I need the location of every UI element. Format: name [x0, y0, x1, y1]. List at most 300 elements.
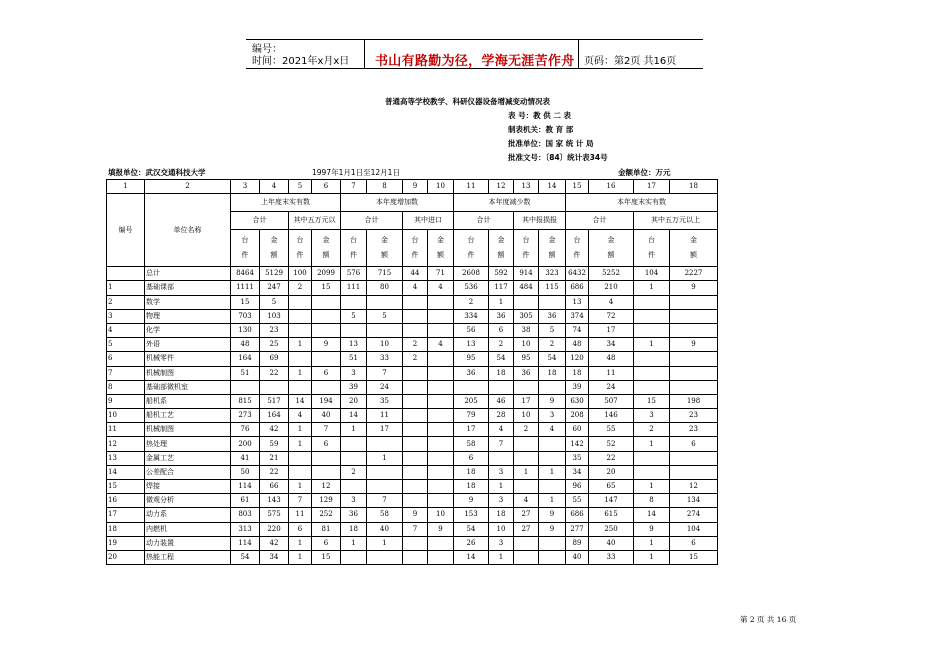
row-value: 536 — [454, 281, 489, 295]
row-value — [539, 536, 566, 550]
table-row — [107, 494, 718, 508]
row-value — [670, 323, 718, 337]
row-value: 1 — [289, 550, 312, 564]
row-value: 6 — [489, 323, 514, 337]
row-value — [514, 437, 539, 451]
unit-header-char: 金 — [690, 236, 697, 245]
row-value: 54 — [489, 352, 514, 366]
row-value: 39 — [566, 380, 589, 394]
row-value: 305 — [514, 309, 539, 323]
row-value: 5 — [367, 309, 403, 323]
row-value — [289, 323, 312, 337]
row-unit-name: 数学 — [145, 295, 231, 309]
row-value — [670, 366, 718, 380]
row-value: 1 — [367, 536, 403, 550]
row-value: 15 — [231, 295, 260, 309]
row-value: 9 — [539, 394, 566, 408]
row-value — [634, 352, 670, 366]
row-value: 914 — [514, 267, 539, 281]
row-value: 17 — [367, 423, 403, 437]
row-value — [634, 366, 670, 380]
row-value: 803 — [231, 508, 260, 522]
row-value: 18 — [341, 522, 367, 536]
row-value: 23 — [260, 323, 289, 337]
row-value: 71 — [428, 267, 454, 281]
row-value — [634, 309, 670, 323]
row-value — [428, 437, 454, 451]
row-value: 9 — [539, 522, 566, 536]
row-value — [670, 380, 718, 394]
column-number: 12 — [489, 180, 514, 194]
row-value: 51 — [231, 366, 260, 380]
sub-header: 合计 — [341, 212, 403, 230]
unit-header — [428, 230, 454, 267]
row-value: 2 — [341, 465, 367, 479]
row-value — [489, 380, 514, 394]
unit-header-char: 件 — [648, 251, 655, 260]
row-value: 9 — [670, 281, 718, 295]
row-number: 7 — [107, 366, 145, 380]
unit-header-char: 件 — [573, 251, 581, 260]
row-value — [367, 550, 403, 564]
row-value: 14 — [289, 394, 312, 408]
row-value: 8464 — [231, 267, 260, 281]
row-value: 2 — [539, 338, 566, 352]
unit-header — [341, 230, 367, 267]
row-unit-name: 物理 — [145, 309, 231, 323]
header-top-rule — [246, 39, 703, 40]
row-value: 50 — [231, 465, 260, 479]
page-label: 页码：第2页 共16页 — [584, 56, 677, 67]
row-value: 56 — [454, 323, 489, 337]
row-value — [514, 451, 539, 465]
document-number: 批准文号：〔84〕统计表34号 — [508, 153, 608, 162]
row-value — [428, 394, 454, 408]
unit-header-char: 额 — [548, 251, 556, 260]
row-value: 507 — [589, 394, 634, 408]
row-value: 103 — [260, 309, 289, 323]
row-value: 2 — [403, 338, 428, 352]
row-value: 1 — [514, 465, 539, 479]
row-value — [670, 465, 718, 479]
row-value: 6432 — [566, 267, 589, 281]
unit-header-char: 金 — [270, 236, 278, 245]
row-value: 4 — [489, 423, 514, 437]
row-value: 252 — [312, 508, 341, 522]
row-value: 89 — [566, 536, 589, 550]
row-value: 1 — [489, 295, 514, 309]
unit-header — [489, 230, 514, 267]
row-value — [489, 451, 514, 465]
table-row — [107, 409, 718, 423]
row-value: 40 — [589, 536, 634, 550]
row-value: 7 — [289, 494, 312, 508]
table-row — [107, 437, 718, 451]
row-value: 1 — [489, 550, 514, 564]
row-value: 4 — [514, 494, 539, 508]
row-value: 323 — [539, 267, 566, 281]
row-value: 146 — [589, 409, 634, 423]
column-number: 18 — [670, 180, 718, 194]
column-number: 2 — [145, 180, 231, 194]
row-value: 2 — [634, 423, 670, 437]
row-value: 3 — [489, 465, 514, 479]
row-value: 9 — [428, 522, 454, 536]
row-value: 1 — [634, 480, 670, 494]
column-number: 1 — [107, 180, 145, 194]
row-value — [341, 451, 367, 465]
row-value: 2 — [489, 338, 514, 352]
row-number: 20 — [107, 550, 145, 564]
unit-header-char: 金 — [497, 236, 505, 245]
row-value: 74 — [566, 323, 589, 337]
row-value: 100 — [289, 267, 312, 281]
row-value: 10 — [489, 522, 514, 536]
row-value: 273 — [231, 409, 260, 423]
row-value: 2 — [514, 423, 539, 437]
column-number: 6 — [312, 180, 341, 194]
row-value: 15 — [670, 550, 718, 564]
row-value: 59 — [260, 437, 289, 451]
row-value: 12 — [670, 480, 718, 494]
column-number: 7 — [341, 180, 367, 194]
unit-header — [670, 230, 718, 267]
row-value: 22 — [260, 366, 289, 380]
table-row — [107, 366, 718, 380]
row-value: 66 — [260, 480, 289, 494]
row-unit-name: 动力系 — [145, 508, 231, 522]
unit-header — [260, 230, 289, 267]
row-value: 14 — [634, 508, 670, 522]
row-value — [428, 423, 454, 437]
row-value — [428, 295, 454, 309]
unit-header-char: 金 — [437, 236, 444, 245]
row-value — [367, 465, 403, 479]
row-value — [634, 295, 670, 309]
row-value: 7 — [367, 366, 403, 380]
row-value: 61 — [231, 494, 260, 508]
row-value: 48 — [566, 338, 589, 352]
row-value — [454, 380, 489, 394]
row-number: 1 — [107, 281, 145, 295]
row-value: 21 — [260, 451, 289, 465]
table-row — [107, 536, 718, 550]
row-value: 134 — [670, 494, 718, 508]
row-unit-name: 船机工艺 — [145, 409, 231, 423]
row-value: 2 — [454, 295, 489, 309]
row-value: 15 — [634, 394, 670, 408]
row-value — [514, 536, 539, 550]
row-value: 9 — [539, 508, 566, 522]
row-value — [539, 380, 566, 394]
row-value: 1 — [489, 480, 514, 494]
column-number: 16 — [589, 180, 634, 194]
row-value: 3 — [341, 366, 367, 380]
row-value: 1 — [289, 423, 312, 437]
row-value: 1 — [634, 281, 670, 295]
unit-header-char: 台 — [573, 236, 581, 245]
row-value: 18 — [454, 465, 489, 479]
row-unit-name: 金属工艺 — [145, 451, 231, 465]
unit-header-char: 件 — [522, 251, 530, 260]
row-value — [514, 480, 539, 494]
unit-header-char: 台 — [467, 236, 475, 245]
row-value: 42 — [260, 423, 289, 437]
row-value: 34 — [566, 465, 589, 479]
unit-header-char: 件 — [411, 251, 419, 260]
amount-unit: 金额单位：万元 — [618, 168, 671, 177]
row-value: 34 — [589, 338, 634, 352]
row-value: 200 — [231, 437, 260, 451]
row-value — [428, 494, 454, 508]
row-number: 2 — [107, 295, 145, 309]
document-title: 普通高等学校教学、科研仪器设备增减变动情况表 — [385, 97, 550, 106]
row-value — [367, 480, 403, 494]
row-value: 17 — [514, 394, 539, 408]
row-unit-name: 微观分析 — [145, 494, 231, 508]
row-value: 1 — [539, 465, 566, 479]
row-number: 18 — [107, 522, 145, 536]
row-value: 54 — [454, 522, 489, 536]
unit-header-char: 额 — [497, 251, 505, 260]
row-value: 10 — [367, 338, 403, 352]
row-unit-name: 基础课部 — [145, 281, 231, 295]
row-value: 11 — [289, 508, 312, 522]
row-value: 4 — [289, 409, 312, 423]
row-value — [231, 380, 260, 394]
row-value: 52 — [589, 437, 634, 451]
row-value: 1 — [634, 437, 670, 451]
row-unit-name: 基础部微机室 — [145, 380, 231, 394]
row-value: 194 — [312, 394, 341, 408]
unit-header-char: 件 — [467, 251, 475, 260]
row-value: 1 — [289, 437, 312, 451]
table-row — [107, 508, 718, 522]
row-value — [403, 323, 428, 337]
row-number: 10 — [107, 409, 145, 423]
column-header-no: 编号 — [107, 194, 145, 267]
row-value: 40 — [566, 550, 589, 564]
unit-header-char: 件 — [350, 251, 357, 260]
row-value: 18 — [539, 366, 566, 380]
row-value: 40 — [367, 522, 403, 536]
row-value — [428, 480, 454, 494]
row-number: 4 — [107, 323, 145, 337]
column-header-name: 单位名称 — [145, 194, 231, 267]
row-value: 36 — [341, 508, 367, 522]
row-value — [403, 550, 428, 564]
row-value: 1 — [289, 480, 312, 494]
row-value — [634, 451, 670, 465]
row-unit-name: 热能工程 — [145, 550, 231, 564]
row-value — [403, 465, 428, 479]
unit-header-char: 额 — [322, 251, 330, 260]
row-value — [514, 380, 539, 394]
row-value — [260, 380, 289, 394]
row-value: 129 — [312, 494, 341, 508]
row-value: 3 — [341, 494, 367, 508]
row-value: 14 — [454, 550, 489, 564]
row-value: 33 — [589, 550, 634, 564]
row-value: 22 — [260, 465, 289, 479]
row-value: 5 — [341, 309, 367, 323]
row-value: 25 — [260, 338, 289, 352]
row-value: 111 — [341, 281, 367, 295]
row-value: 42 — [260, 536, 289, 550]
row-number: 11 — [107, 423, 145, 437]
row-value: 9 — [670, 338, 718, 352]
row-value: 6 — [670, 536, 718, 550]
approver: 批准单位：国 家 统 计 局 — [508, 139, 594, 148]
row-value: 9 — [454, 494, 489, 508]
row-value: 104 — [634, 267, 670, 281]
row-value: 1 — [367, 451, 403, 465]
row-value: 2 — [403, 352, 428, 366]
row-value: 6 — [312, 366, 341, 380]
row-number: 12 — [107, 437, 145, 451]
row-value: 65 — [589, 480, 634, 494]
row-value: 96 — [566, 480, 589, 494]
row-value — [403, 451, 428, 465]
row-value: 54 — [231, 550, 260, 564]
row-value: 2608 — [454, 267, 489, 281]
row-value: 33 — [367, 352, 403, 366]
form-number: 表 号：教 供 二 表 — [508, 111, 571, 120]
row-value: 23 — [670, 423, 718, 437]
row-value — [289, 295, 312, 309]
row-value — [428, 409, 454, 423]
unit-header — [454, 230, 489, 267]
row-value: 6 — [670, 437, 718, 451]
row-value: 48 — [231, 338, 260, 352]
row-value: 35 — [367, 394, 403, 408]
row-value — [289, 309, 312, 323]
row-value — [312, 295, 341, 309]
row-unit-name: 船机系 — [145, 394, 231, 408]
row-value: 7 — [489, 437, 514, 451]
row-value — [403, 480, 428, 494]
row-value: 334 — [454, 309, 489, 323]
row-value: 80 — [367, 281, 403, 295]
row-value: 1 — [341, 423, 367, 437]
row-number: 8 — [107, 380, 145, 394]
row-value — [428, 451, 454, 465]
row-value — [289, 352, 312, 366]
row-value — [428, 536, 454, 550]
row-value: 104 — [670, 522, 718, 536]
row-value: 34 — [260, 550, 289, 564]
row-value — [289, 465, 312, 479]
unit-header-char: 台 — [411, 236, 419, 245]
row-value — [670, 309, 718, 323]
row-number: 14 — [107, 465, 145, 479]
row-value: 6 — [289, 522, 312, 536]
row-value — [514, 295, 539, 309]
row-number: 19 — [107, 536, 145, 550]
unit-header — [289, 230, 312, 267]
row-value: 313 — [231, 522, 260, 536]
row-value: 11 — [589, 366, 634, 380]
row-value — [539, 550, 566, 564]
row-value: 247 — [260, 281, 289, 295]
row-number: 9 — [107, 394, 145, 408]
row-value: 51 — [341, 352, 367, 366]
row-number: 6 — [107, 352, 145, 366]
row-value: 28 — [489, 409, 514, 423]
row-value: 114 — [231, 536, 260, 550]
row-value: 46 — [489, 394, 514, 408]
row-value: 703 — [231, 309, 260, 323]
row-number: 5 — [107, 338, 145, 352]
row-value: 27 — [514, 522, 539, 536]
row-unit-name: 机械制图 — [145, 423, 231, 437]
row-value: 3 — [634, 409, 670, 423]
row-value: 164 — [260, 409, 289, 423]
row-value: 15 — [312, 281, 341, 295]
row-value — [367, 323, 403, 337]
row-unit-name: 热处理 — [145, 437, 231, 451]
row-value: 10 — [514, 409, 539, 423]
row-value — [341, 437, 367, 451]
row-value: 117 — [489, 281, 514, 295]
sub-header: 其中报损报 — [514, 212, 566, 230]
row-value: 6 — [312, 536, 341, 550]
row-value — [403, 380, 428, 394]
unit-header-char: 金 — [381, 236, 388, 245]
row-value: 4 — [428, 281, 454, 295]
unit-header-char: 金 — [322, 236, 330, 245]
unit-header — [589, 230, 634, 267]
row-value — [428, 352, 454, 366]
group-header: 本年度减少数 — [454, 194, 566, 212]
row-value: 374 — [566, 309, 589, 323]
row-value: 142 — [566, 437, 589, 451]
column-number: 4 — [260, 180, 289, 194]
unit-header-char: 台 — [350, 236, 357, 245]
row-value — [428, 323, 454, 337]
unit-header-char: 金 — [607, 236, 615, 245]
unit-header-char: 额 — [381, 251, 388, 260]
row-value: 205 — [454, 394, 489, 408]
unit-header-char: 台 — [522, 236, 530, 245]
header-divider-left — [364, 40, 365, 68]
row-value: 55 — [566, 494, 589, 508]
row-value: 9 — [403, 508, 428, 522]
row-value — [539, 295, 566, 309]
row-value: 15 — [312, 550, 341, 564]
row-number: 15 — [107, 480, 145, 494]
table-row — [107, 323, 718, 337]
row-value: 130 — [231, 323, 260, 337]
row-value — [428, 465, 454, 479]
row-unit-name: 动力装置 — [145, 536, 231, 550]
row-value: 55 — [589, 423, 634, 437]
row-value: 1111 — [231, 281, 260, 295]
row-value: 40 — [312, 409, 341, 423]
row-value — [428, 309, 454, 323]
row-value: 7 — [367, 494, 403, 508]
row-value: 1 — [634, 338, 670, 352]
row-value: 2227 — [670, 267, 718, 281]
row-value — [312, 451, 341, 465]
row-value: 1 — [539, 494, 566, 508]
row-value: 815 — [231, 394, 260, 408]
table-row — [107, 465, 718, 479]
column-number: 11 — [454, 180, 489, 194]
row-value: 18 — [566, 366, 589, 380]
row-value: 17 — [454, 423, 489, 437]
row-value: 36 — [489, 309, 514, 323]
